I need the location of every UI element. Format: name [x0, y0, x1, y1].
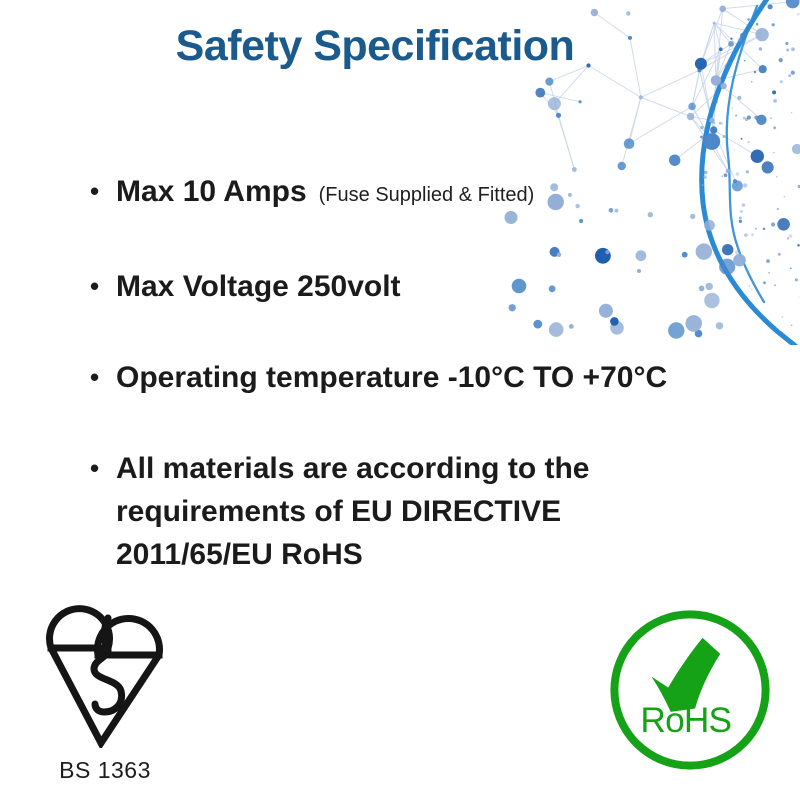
- bsi-kitemark-badge: [38, 598, 172, 784]
- spec-text: Operating temperature -10°C TO +70°C: [116, 361, 668, 394]
- spec-text: Max 10 Amps: [116, 175, 307, 208]
- bullet-icon: •: [90, 362, 100, 392]
- rohs-icon: [606, 606, 774, 774]
- bullet-icon: •: [90, 453, 100, 483]
- spec-item-max-amps: [90, 170, 667, 217]
- spec-text: Max Voltage 250volt: [116, 270, 401, 303]
- spec-item-operating-temperature: [90, 356, 667, 399]
- bullet-icon: •: [90, 271, 100, 301]
- spec-list: [90, 170, 667, 624]
- spec-note: (Fuse Supplied & Fitted): [318, 184, 535, 206]
- globe-rim-arc: [702, 0, 798, 345]
- spec-text: All materials are according to the: [116, 452, 590, 485]
- bullet-icon: •: [90, 176, 100, 206]
- page-title: Safety Specification: [175, 22, 575, 70]
- bsi-kitemark-icon: [38, 598, 172, 748]
- rohs-badge: [606, 606, 774, 774]
- spec-item-max-voltage: [90, 265, 667, 308]
- bsi-kitemark-label: BS 1363: [59, 757, 151, 783]
- rohs-label: RoHS: [640, 701, 732, 740]
- spec-item-materials-rohs: • All materials are according to the requirements of EU DIRECTIVE 2011/65/EU RoHS: [90, 447, 667, 576]
